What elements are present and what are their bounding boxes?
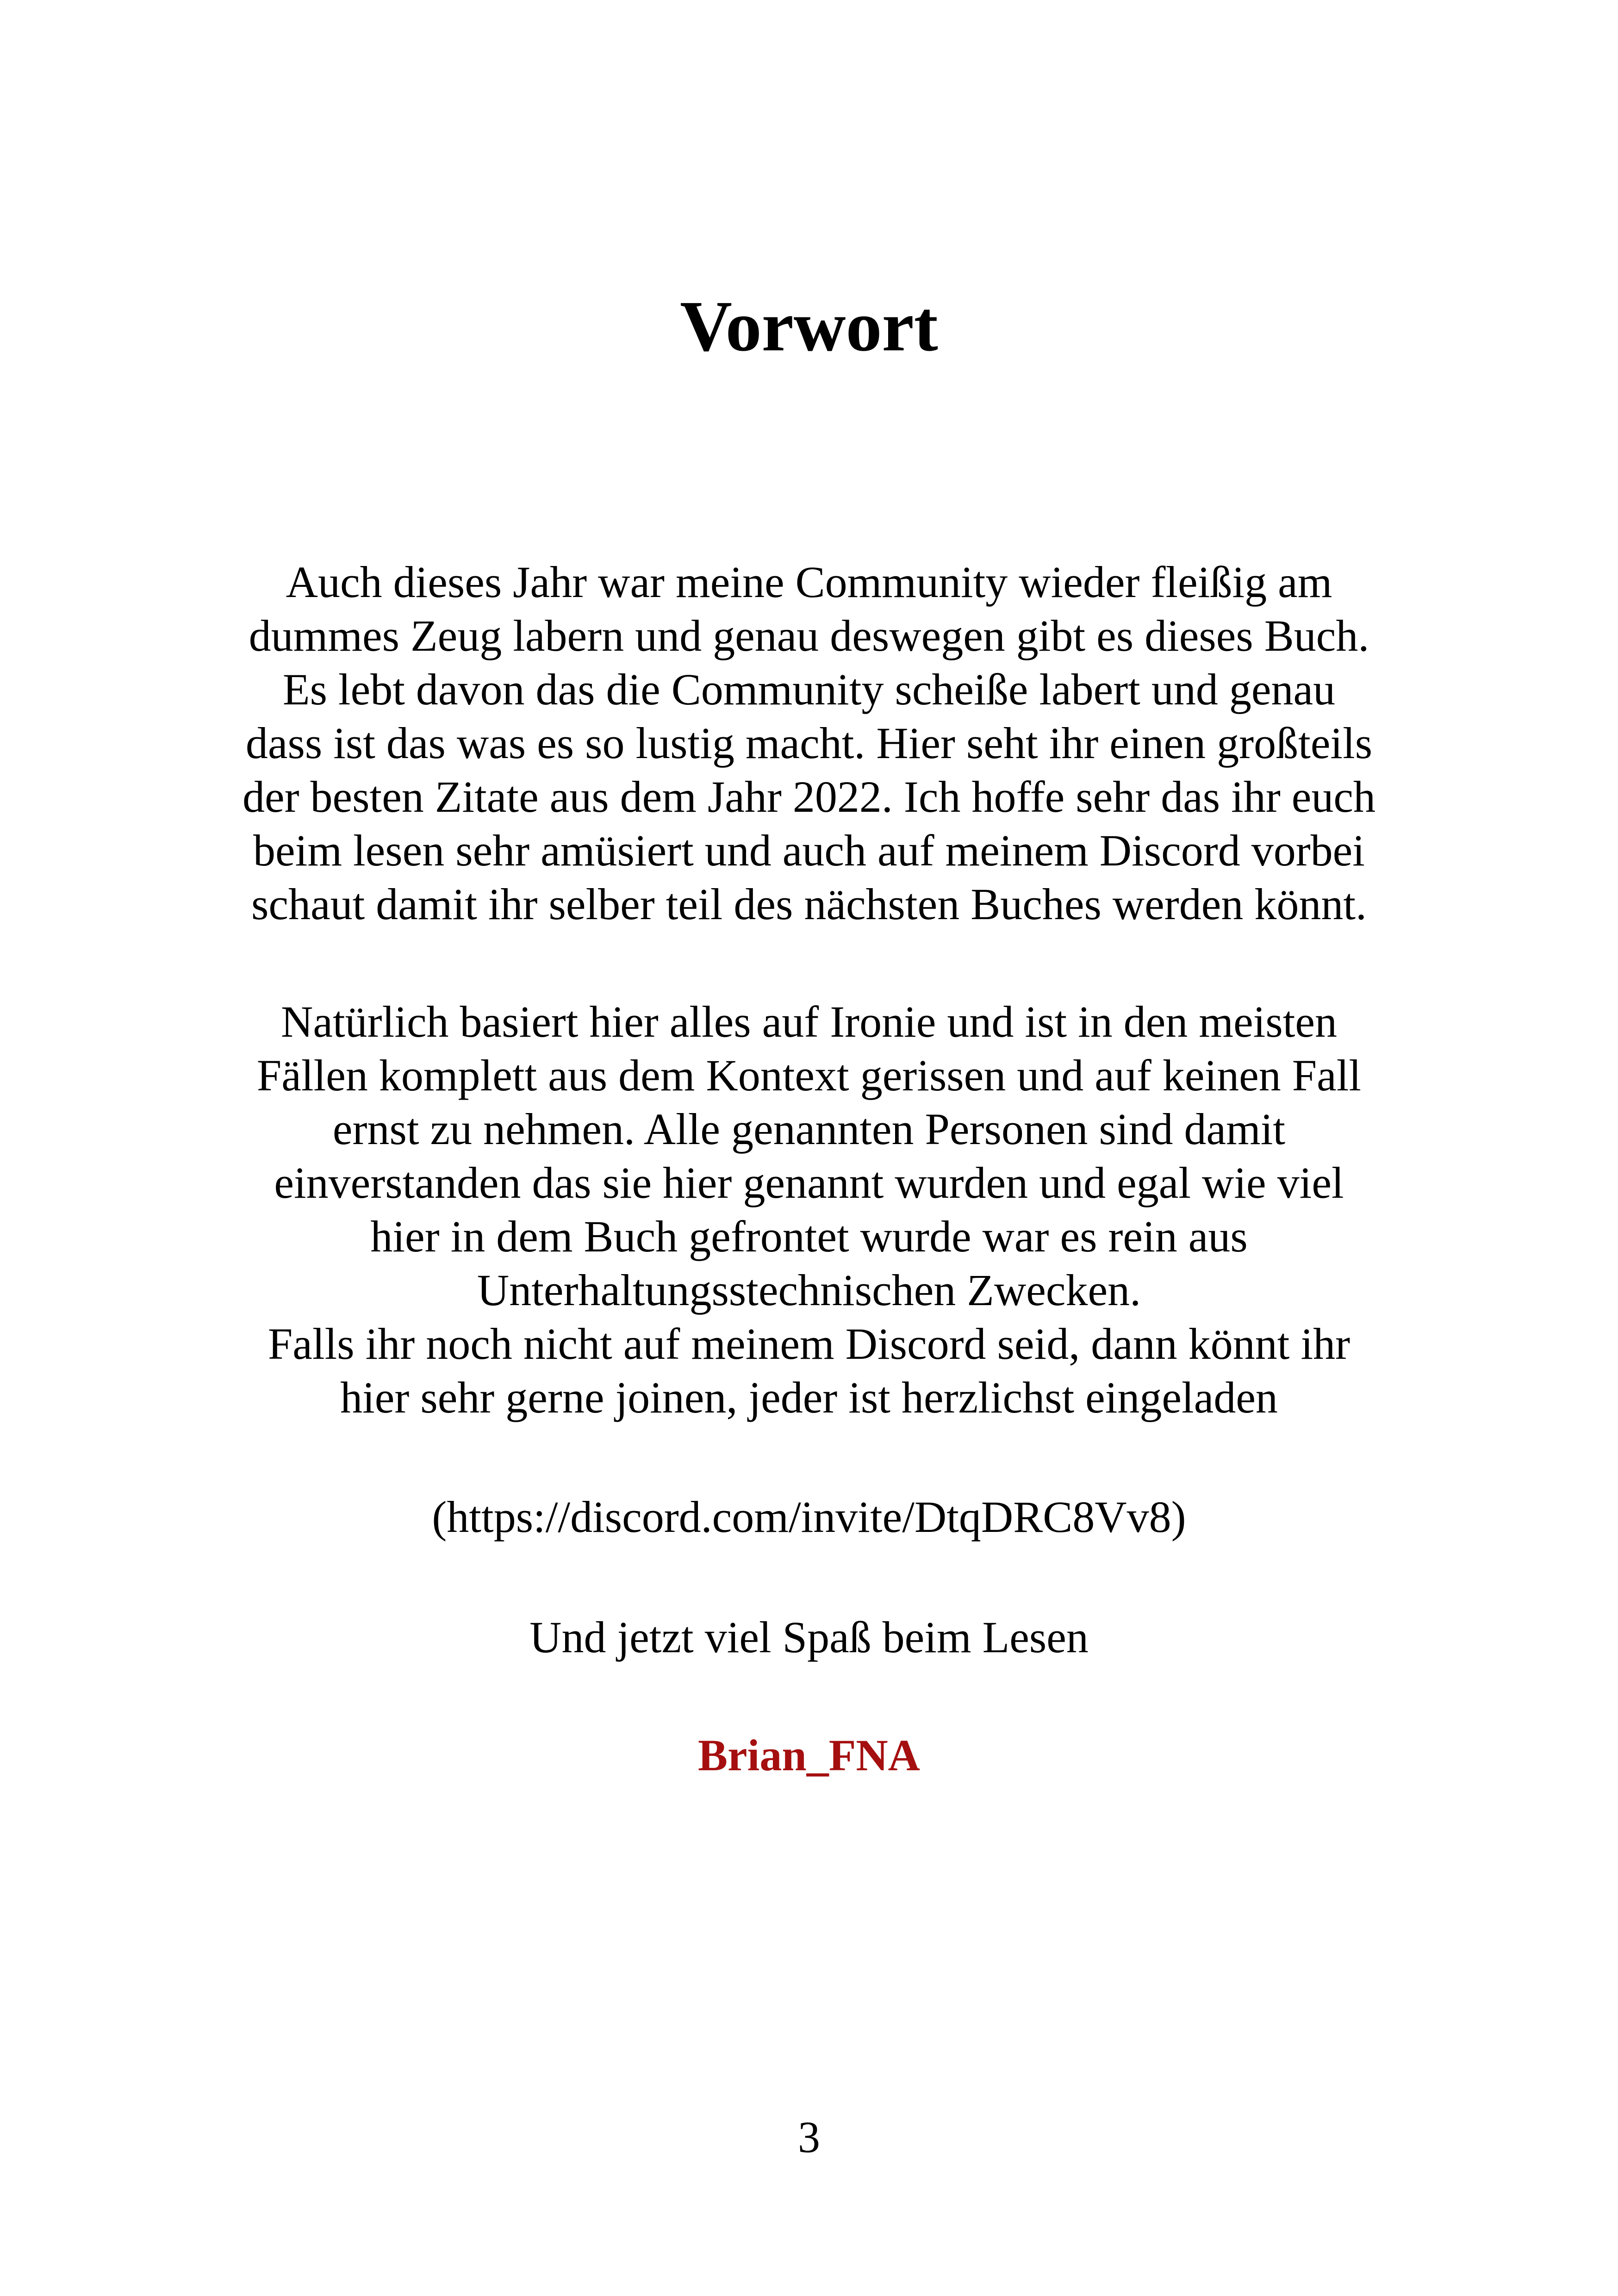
text-line: hier in dem Buch gefrontet wurde war es rein aus [370,1212,1248,1261]
text-line: hier sehr gerne joinen, jeder ist herzlichst eingeladen [340,1373,1278,1422]
page-number: 3 [798,2112,820,2162]
text-line: ernst zu nehmen. Alle genannten Personen sind damit [332,1104,1286,1154]
author-signature: Brian_FNA [698,1730,920,1780]
text-line: schaut damit ihr selber teil des nächsten Buches werden könnt. [251,879,1367,929]
text-line: dass ist das was es so lustig macht. Hier seht ihr einen großteils [245,718,1373,768]
intro-paragraph [0,555,1618,931]
text-line: beim lesen sehr amüsiert und auch auf meinem Discord vorbei [253,826,1365,875]
text-line: Falls ihr noch nicht auf meinem Discord seid, dann könnt ihr [268,1319,1350,1369]
text-line: Natürlich basiert hier alles auf Ironie und ist in den meisten [281,997,1337,1046]
text-line: einverstanden das sie hier genannt wurden und egal wie viel [274,1158,1344,1207]
discord-invite-link[interactable]: (https://discord.com/invite/DtqDRC8Vv8) [432,1492,1186,1542]
text-line: dummes Zeug labern und genau deswegen gibt es dieses Buch. [249,611,1369,660]
text-line: der besten Zitate aus dem Jahr 2022. Ich hoffe sehr das ihr euch [242,772,1376,821]
text-line: Auch dieses Jahr war meine Community wieder fleißig am [286,557,1332,607]
page-title: Vorwort [680,286,938,366]
closing-line: Und jetzt viel Spaß beim Lesen [529,1612,1089,1662]
disclaimer-paragraph [0,995,1618,1425]
text-line: Unterhaltungsstechnischen Zwecken. [477,1265,1141,1315]
text-line: Fällen komplett aus dem Kontext gerissen und auf keinen Fall [256,1051,1362,1100]
text-line: Es lebt davon das die Community scheiße labert und genau [282,665,1336,714]
